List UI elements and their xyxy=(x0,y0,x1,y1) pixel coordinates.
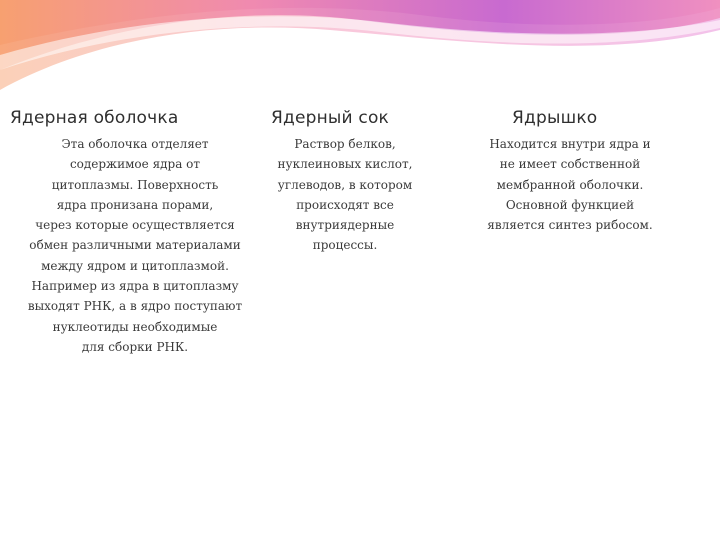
text-line: через которые осуществляется xyxy=(35,218,235,233)
column-title: Ядерный сок xyxy=(271,108,390,128)
text-line: обмен различными материалами xyxy=(29,238,241,253)
text-line: между ядром и цитоплазмой. xyxy=(41,258,229,273)
text-line: Находится внутри ядра и xyxy=(489,137,651,151)
column-text xyxy=(240,134,450,256)
text-line: Например из ядра в цитоплазму xyxy=(31,279,239,294)
column-text xyxy=(10,134,260,357)
column-nucleolus xyxy=(512,108,597,128)
text-line: нуклеотиды необходимые xyxy=(52,319,218,334)
text-line: Раствор белков, xyxy=(294,137,396,151)
text-line: Эта оболочка отделяет xyxy=(61,137,209,151)
text-line: выходят РНК, а в ядро поступают xyxy=(27,299,243,314)
text-line: содержимое ядра от xyxy=(69,157,201,172)
column-nuclear-sap xyxy=(271,108,389,128)
text-line: внутриядерные xyxy=(295,218,395,233)
column-title: Ядерная оболочка xyxy=(10,108,179,128)
text-line: углеводов, в котором xyxy=(277,177,413,192)
column-nuclear-envelope xyxy=(10,108,178,128)
text-line: мембранной оболочки. xyxy=(496,177,644,192)
text-line: для сборки РНК. xyxy=(81,339,189,354)
text-line: процессы. xyxy=(312,238,378,253)
column-title: Ядрышко xyxy=(512,108,598,128)
text-line: не имеет собственной xyxy=(499,157,641,172)
text-line: происходят все xyxy=(296,197,394,212)
column-text xyxy=(470,134,670,235)
decorative-header-waves xyxy=(0,0,720,120)
text-line: является синтез рибосом. xyxy=(487,218,653,233)
text-line: нуклеиновых кислот, xyxy=(277,157,413,172)
text-line: ядра пронизана порами, xyxy=(56,197,214,212)
text-line: цитоплазмы. Поверхность xyxy=(51,177,219,192)
text-line: Основной функцией xyxy=(505,197,635,212)
